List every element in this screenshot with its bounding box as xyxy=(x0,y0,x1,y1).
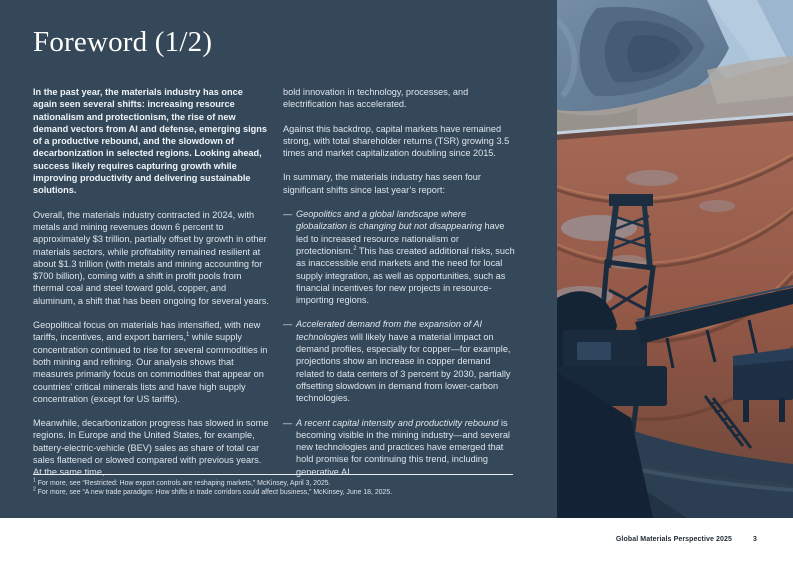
paragraph-capital-markets: Against this backdrop, capital markets have remained strong, with total shareholder returns (TSR) growing 3.5 times and market capitalization doubling since 2015. xyxy=(283,123,510,159)
bullet-lead: Accelerated demand from the expansion of AI technologies xyxy=(296,319,483,342)
bullet-item-productivity xyxy=(283,417,519,478)
footnote-divider xyxy=(33,474,513,475)
bullet-text xyxy=(296,417,519,478)
blue-tint-overlay xyxy=(557,0,793,518)
bullet-item-geopolitics xyxy=(283,208,519,306)
paragraph-industry-overview: Overall, the materials industry contracted in 2024, with metals and mining revenues down 6 percent to approximately $3 trillion, partially offset by growth in other materials sectors, while profitability remained resilient at about $1.3 trillion (with metals and mining accounting for $700 billion), coming with a shift in profit pools from thermal coal and steel toward gold, copper, and aluminum, a shift that has been ongoing for several years. xyxy=(33,209,269,306)
mine-photo xyxy=(557,0,793,518)
paragraph-continuation: bold innovation in technology, processes, and electrification has accelerated. xyxy=(283,87,469,110)
bullet-lead: A recent capital intensity and productivity rebound xyxy=(296,417,499,428)
page-footer xyxy=(0,518,793,561)
paragraph-text: Geopolitical focus on materials has intensified, with new tariffs, incentives, and export barriers, xyxy=(33,320,261,343)
text-column-1 xyxy=(33,86,269,491)
footnote-ref-1: 1 xyxy=(186,332,190,339)
footnote-text: For more, see “A new trade paradigm: How shifts in trade corridors could affect business,” McKinsey, June 18, 2025. xyxy=(35,489,393,497)
paragraph-intro: In the past year, the materials industry has once again seen several shifts: increasing resource nationalism and protectionism, the rise of new demand vectors from AI and defense, emerging signs of a productive rebound, and the slowdown of decarbonization in selected regions. Looking ahead, success likely requires capturing growth while improving productivity and delivering sustainable solutions. xyxy=(33,87,267,196)
footer-report-title: Global Materials Perspective 2025 xyxy=(615,536,732,543)
bullet-item-ai-demand xyxy=(283,318,519,404)
page-title: Foreword (1/2) xyxy=(33,26,213,58)
paragraph-text: while supply concentration continued to rise for several commodities in both mining and refining. Our analysis shows that measures primarily focus on commodities that appear on countries’ critical minerals lists and have high supply concentration (except for US tariffs). xyxy=(33,332,268,404)
paragraph-decarbonization: Meanwhile, decarbonization progress has slowed in some regions. In Europe and the United States, for example, battery-electric-vehicle (BEV) sales as share of total car sales flattened or slowed compared with previous years. At the same time, xyxy=(33,418,269,478)
footnote-number: 1 xyxy=(33,477,36,484)
bullet-dash: — xyxy=(283,209,293,220)
footnote-2 xyxy=(33,488,513,497)
footer-page-number: 3 xyxy=(753,536,757,543)
bullet-body: have led to increased resource nationalism or protectionism. xyxy=(296,221,505,256)
text-column-2 xyxy=(283,86,519,491)
footnote-text: For more, see “Restricted: How export controls are reshaping markets,” McKinsey, April 3, 2025. xyxy=(35,480,331,487)
bullet-dash: — xyxy=(283,319,293,330)
footnote-number: 2 xyxy=(33,486,36,493)
bullet-body: This has created additional risks, such as inaccessible end markets and the need for local supply integration, as well as opportunities, such as financial incentives for new projects in resource-importing regions. xyxy=(296,245,515,306)
footnote-1 xyxy=(33,479,513,488)
footnotes xyxy=(33,474,513,497)
paragraph-summary-intro: In summary, the materials industry has seen four significant shifts since last year’s report: xyxy=(283,172,481,195)
bullet-lead: Geopolitics and a global landscape where globalization is changing but not disappearing xyxy=(296,209,482,232)
paragraph-geopolitics xyxy=(33,319,269,405)
bullet-text xyxy=(296,208,519,306)
bullet-dash: — xyxy=(283,417,293,428)
footnote-ref-2: 2 xyxy=(353,245,357,252)
text-columns xyxy=(33,86,519,491)
bullet-body: will likely have a material impact on demand profiles, especially for copper—for example, projections show an increase in copper demand related to data centers of 3 percent by 2030, partially offsetting slowdown in demand from lower-carbon technologies. xyxy=(296,331,511,404)
bullet-body: is becoming visible in the mining industry—and several new technologies and practices have emerged that hold promise for continuing this trend, including generative AI. xyxy=(296,417,510,477)
bullet-text xyxy=(296,318,519,404)
